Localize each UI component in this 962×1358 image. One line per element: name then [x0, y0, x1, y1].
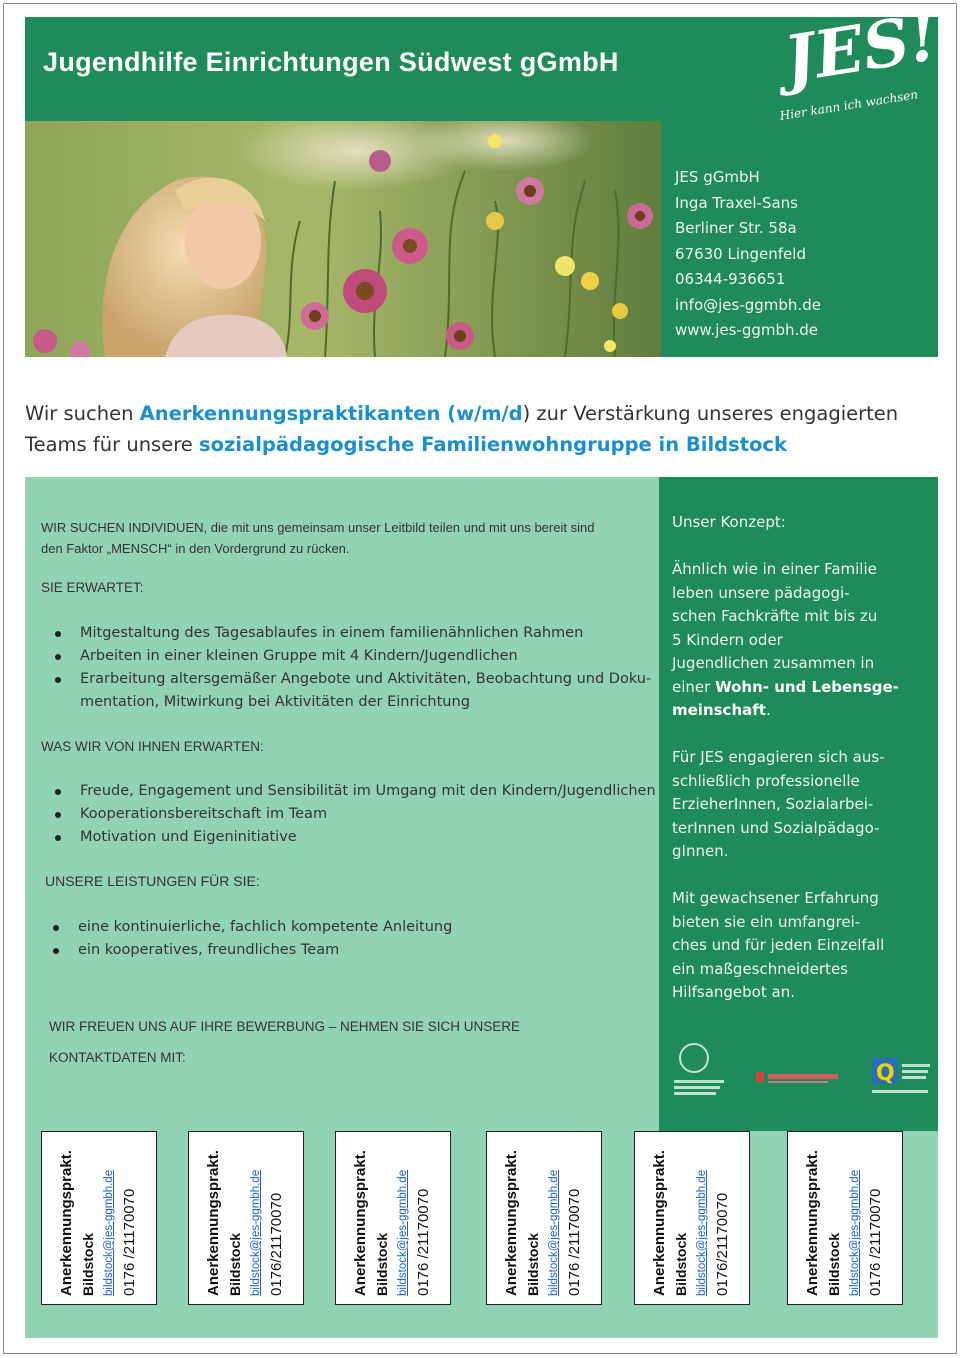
tab-email[interactable]: bildstock@jes-ggmbh.de [849, 1169, 861, 1296]
tear-off-tab[interactable] [335, 1131, 451, 1305]
concept-line: ErzieherInnen, Sozialarbei- [672, 795, 874, 813]
intro-text-part: Wir suchen [25, 402, 140, 425]
tear-off-tab[interactable] [188, 1131, 304, 1305]
list-item [24, 916, 452, 939]
tab-phone: 0176/21170070 [268, 1192, 285, 1296]
concept-paragraph-2 [672, 746, 885, 864]
concept-line [672, 699, 899, 723]
quality-seal-icon [872, 1058, 932, 1100]
logo-tagline: Hier kann ich wachsen [778, 87, 919, 123]
bullet-icon [53, 948, 59, 954]
list-item [26, 780, 656, 803]
list-item [26, 803, 656, 826]
bullet-icon [55, 631, 61, 637]
list-item-text: Arbeiten in einer kleinen Gruppe mit 4 Kindern/Jugendlichen [80, 648, 518, 664]
concept-text: einer [672, 677, 716, 696]
tab-title: Anerkennungsprakt. [352, 1150, 369, 1296]
concept-line: schließlich professionelle [672, 771, 860, 790]
concept-emphasis: Wohn- und Lebensge- [715, 677, 899, 696]
concept-line: 5 Kindern oder [672, 630, 783, 649]
tab-phone: 0176/21170070 [714, 1192, 731, 1296]
position-highlight: Anerkennungspraktikanten (w/m/d [139, 402, 523, 425]
tab-email[interactable]: bildstock@jes-ggmbh.de [696, 1169, 708, 1296]
header-band [25, 0, 943, 357]
bullet-icon [55, 677, 61, 683]
concept-paragraph-3 [672, 887, 884, 1005]
list-item [24, 939, 452, 962]
intro-text-part: Teams für unsere [25, 433, 199, 456]
tab-title: Anerkennungsprakt. [205, 1150, 222, 1296]
tab-location: Bildstock [673, 1232, 689, 1296]
contact-city: 67630 Lingenfeld [675, 244, 806, 263]
concept-line: Jugendlichen zusammen in [672, 654, 875, 672]
contact-street: Berliner Str. 58a [675, 219, 797, 237]
list-item-text: Kooperationsbereitschaft im Team [80, 806, 328, 822]
tab-phone: 0176 /21170070 [566, 1188, 583, 1296]
contact-phone: 06344-936651 [675, 270, 786, 288]
concept-line: ches und für jeden Einzelfall [672, 936, 885, 954]
concept-line: Ähnlich wie in einer Familie [672, 560, 877, 578]
logo-wordmark: JES! [779, 0, 943, 99]
section-offer-heading: UNSERE LEISTUNGEN FÜR SIE: [45, 873, 260, 889]
svg-text:Q: Q [876, 1061, 895, 1086]
bullet-icon [55, 654, 61, 660]
list-item-text: Motivation und Eigeninitiative [80, 829, 297, 845]
concept-emphasis: meinschaft [672, 701, 766, 719]
header-photo-girl-flowers [25, 121, 661, 357]
tab-title: Anerkennungsprakt. [503, 1150, 520, 1296]
tab-email[interactable]: bildstock@jes-ggmbh.de [250, 1169, 262, 1296]
concept-line [672, 676, 899, 700]
closing-line-2: KONTAKTDATEN MIT: [49, 1050, 186, 1065]
section-want-heading: WAS WIR VON IHNEN ERWARTEN: [41, 739, 264, 754]
individuals-line: den Faktor „MENSCH“ in den Vordergrund zu rücken. [41, 541, 350, 556]
contact-email[interactable]: info@jes-ggmbh.de [675, 295, 821, 314]
concept-paragraph-1 [672, 558, 899, 723]
tab-location: Bildstock [525, 1232, 541, 1296]
intro-band [25, 357, 938, 477]
concept-line: bieten sie ein umfangrei- [672, 912, 861, 931]
tab-email[interactable]: bildstock@jes-ggmbh.de [397, 1169, 409, 1296]
concept-line: ein maßgeschneidertes [672, 959, 848, 978]
igfh-seal-icon [672, 1040, 732, 1100]
partner-logo-icon [756, 1070, 844, 1086]
bullet-icon [55, 835, 61, 841]
offer-list [24, 916, 452, 962]
concept-line: Hilfsangebot an. [672, 983, 795, 1001]
contact-website[interactable]: www.jes-ggmbh.de [675, 321, 819, 339]
individuals-line: WIR SUCHEN INDIVIDUEN, die mit uns gemeinsam unser Leitbild teilen und mit uns bereit sind [41, 520, 595, 535]
list-item-continued [26, 691, 651, 714]
concept-text: . [765, 701, 771, 719]
tab-location: Bildstock [227, 1232, 243, 1296]
expect-list [26, 622, 651, 714]
tab-phone: 0176 /21170070 [121, 1188, 138, 1296]
tab-email[interactable]: bildstock@jes-ggmbh.de [548, 1169, 560, 1296]
bullet-icon [55, 812, 61, 818]
contact-block [675, 165, 821, 344]
list-item [26, 826, 656, 849]
contact-company: JES gGmbH [675, 168, 760, 186]
tear-off-tab[interactable] [486, 1131, 602, 1305]
jes-logo [778, 0, 943, 131]
tear-off-tab[interactable] [41, 1131, 157, 1305]
concept-line: Für JES engagieren sich aus- [672, 748, 885, 766]
tab-email[interactable]: bildstock@jes-ggmbh.de [103, 1169, 115, 1296]
list-item-text: eine kontinuierliche, fachlich kompetente Anleitung [78, 919, 453, 935]
group-highlight: sozialpädagogische Familienwohngruppe in Bildstock [199, 433, 787, 456]
intro-text-part: ) zur Verstärkung unseres engagierten [522, 402, 899, 425]
tab-location: Bildstock [374, 1232, 390, 1296]
tab-phone: 0176 /21170070 [867, 1188, 884, 1296]
list-item [26, 645, 651, 668]
list-item-text: mentation, Mitwirkung bei Aktivitäten der Einrichtung [80, 694, 470, 710]
list-item-text: Erarbeitung altersgemäßer Angebote und Aktivitäten, Beobachtung und Doku- [80, 671, 652, 687]
section-expect-heading: SIE ERWARTET: [41, 580, 144, 595]
bullet-icon [55, 789, 61, 795]
tab-phone: 0176 /21170070 [415, 1188, 432, 1296]
list-item-text: ein kooperatives, freundliches Team [78, 942, 340, 958]
bullet-icon [53, 925, 59, 931]
intro-text [25, 398, 898, 460]
contact-person: Inga Traxel-Sans [675, 193, 798, 212]
list-item [26, 668, 651, 691]
tab-location: Bildstock [826, 1232, 842, 1296]
tab-title: Anerkennungsprakt. [804, 1150, 821, 1296]
list-item-text: Mitgestaltung des Tagesablaufes in einem familienähnlichen Rahmen [80, 625, 584, 641]
certification-seals [672, 1040, 934, 1110]
org-title: Jugendhilfe Einrichtungen Südwest gGmbH [43, 47, 619, 77]
intro-line-1 [25, 398, 898, 429]
tab-title: Anerkennungsprakt. [651, 1150, 668, 1296]
concept-line: Mit gewachsener Erfahrung [672, 889, 879, 907]
concept-line: schen Fachkräfte mit bis zu [672, 607, 878, 625]
want-list [26, 780, 656, 849]
tab-title: Anerkennungsprakt. [58, 1150, 75, 1296]
closing-line-1: WIR FREUEN UNS AUF IHRE BEWERBUNG – NEHMEN SIE SICH UNSERE [49, 1019, 521, 1034]
list-item [26, 622, 651, 645]
tear-off-tab[interactable] [634, 1131, 750, 1305]
intro-line-2 [25, 429, 898, 460]
tab-location: Bildstock [80, 1232, 96, 1296]
concept-line: leben unsere pädagogi- [672, 583, 850, 602]
concept-title: Unser Konzept: [672, 513, 786, 531]
individuals-paragraph [41, 517, 594, 559]
tear-off-tab[interactable] [787, 1131, 903, 1305]
concept-line: gInnen. [672, 842, 729, 860]
concept-line: terInnen und Sozialpädago- [672, 818, 880, 837]
list-item-text: Freude, Engagement und Sensibilität im Umgang mit den Kindern/Jugendlichen [80, 783, 656, 799]
